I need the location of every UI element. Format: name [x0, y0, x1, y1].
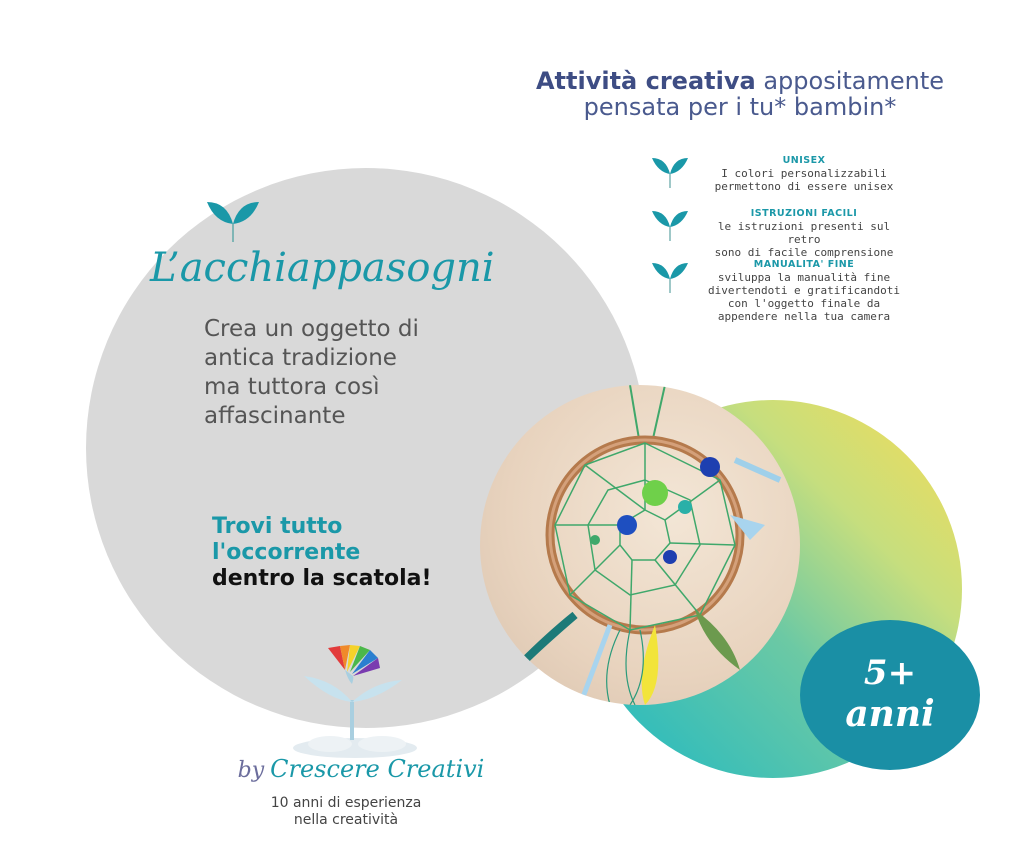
experience-line: nella creatività: [293, 812, 399, 828]
feature-line: I colori personalizzabili: [721, 167, 887, 180]
age-unit: anni: [845, 693, 935, 735]
page-title: L’acchiappasogni: [150, 245, 495, 291]
cta-line: dentro la scatola!: [212, 566, 432, 591]
feature-line: le istruzioni presenti sul retro: [717, 220, 891, 246]
cta-line: l'occorrente: [212, 540, 361, 565]
leaf-sprout-icon: [650, 150, 690, 190]
subtitle-line: antica tradizione: [204, 345, 397, 371]
feature-line: permettono di essere unisex: [714, 180, 894, 193]
header-rest: appositamente: [763, 67, 945, 95]
feature-title: ISTRUZIONI FACILI: [750, 208, 858, 219]
feature-line: divertendoti e gratificandoti: [707, 284, 901, 297]
feature-line: appendere nella tua camera: [717, 310, 891, 323]
subtitle-line: Crea un oggetto di: [204, 316, 419, 342]
subtitle-line: ma tuttora così: [204, 374, 380, 400]
feature-line: con l'oggetto finale da: [727, 297, 881, 310]
subtitle: [204, 315, 504, 431]
call-to-action: [212, 514, 512, 592]
brand-by: by: [237, 758, 265, 783]
cta-line: Trovi tutto: [212, 514, 343, 539]
header-line2: pensata per i tu* bambin*: [583, 93, 897, 121]
experience-note: [226, 795, 466, 829]
leaf-sprout-icon: [650, 255, 690, 295]
subtitle-line: affascinante: [204, 403, 346, 429]
feature-title: MANUALITA' FINE: [753, 259, 855, 270]
feature-line: sviluppa la manualità fine: [717, 271, 891, 284]
brand-name: Crescere Creativi: [270, 755, 485, 783]
age-number: 5+: [863, 653, 917, 693]
feature-line: sono di facile comprensione: [714, 246, 894, 259]
title-leaf-icon: [205, 192, 261, 244]
feature-title: UNISEX: [782, 155, 826, 166]
age-badge: [800, 620, 980, 770]
dreamcatcher-photo: [480, 385, 800, 705]
leaf-sprout-icon: [650, 203, 690, 243]
header-bold: Attività creativa: [535, 67, 756, 95]
header-tagline: [480, 68, 1000, 120]
dreamcatcher-illustration: [480, 385, 800, 705]
brand-signature: [226, 755, 496, 783]
experience-line: 10 anni di esperienza: [270, 795, 422, 811]
rainbow-sprout-logo: [290, 640, 420, 760]
